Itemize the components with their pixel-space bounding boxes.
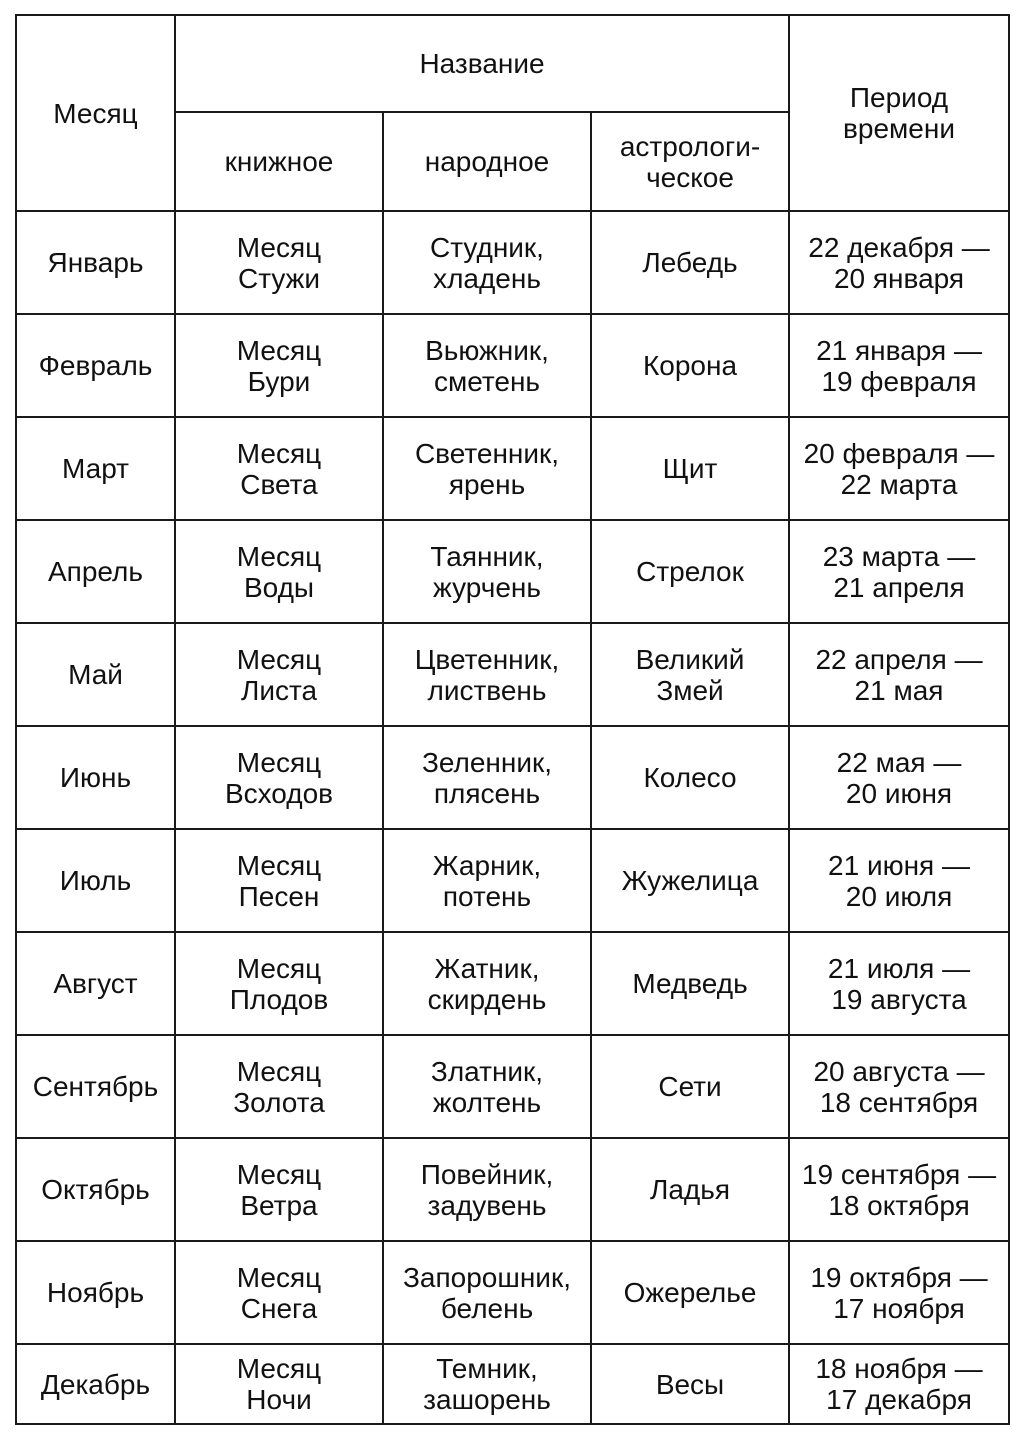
cell-folk (383, 1138, 591, 1241)
cell-folk-line: Таянник, (430, 540, 544, 572)
cell-month: Сентябрь (16, 1035, 175, 1138)
cell-period-line: 19 сентября — (801, 1158, 997, 1190)
cell-period-line: 18 октября (828, 1189, 970, 1221)
cell-astro (591, 1035, 789, 1138)
table-row (16, 1241, 1009, 1344)
cell-astro-line: Сети (658, 1071, 722, 1102)
cell-astro-line: Ладья (649, 1174, 731, 1205)
cell-period-line: 19 октября — (810, 1261, 988, 1293)
cell-period-line: 20 июня (845, 777, 953, 809)
cell-folk-line: хладень (433, 262, 541, 294)
cell-folk-line: сметень (433, 365, 541, 397)
cell-folk (383, 211, 591, 314)
cell-folk (383, 520, 591, 623)
cell-book-line: Золота (233, 1086, 325, 1118)
cell-month: Август (16, 932, 175, 1035)
cell-folk-line: Запорошник, (403, 1261, 571, 1293)
cell-period (789, 211, 1009, 314)
cell-astro (591, 417, 789, 520)
cell-period-line: 22 мая — (836, 746, 962, 778)
cell-month: Январь (16, 211, 175, 314)
cell-book (175, 1138, 383, 1241)
cell-folk-line: журчень (433, 571, 541, 603)
cell-book-line: Света (240, 468, 318, 500)
table-row (16, 1344, 1009, 1424)
cell-astro-line: Весы (655, 1368, 725, 1400)
header-name: Название (175, 15, 789, 112)
table-row (16, 520, 1009, 623)
cell-period-line: 20 июля (845, 880, 953, 912)
cell-folk (383, 726, 591, 829)
cell-month: Март (16, 417, 175, 520)
cell-period-line: 23 марта — (822, 540, 976, 572)
cell-book-line: Месяц (236, 746, 322, 778)
cell-folk-line: Жатник, (434, 952, 540, 984)
cell-month: Декабрь (16, 1344, 175, 1424)
month-names-table (15, 14, 1010, 1425)
cell-folk-line: листвень (427, 674, 547, 706)
cell-astro (591, 726, 789, 829)
cell-period (789, 1344, 1009, 1424)
cell-book-line: Месяц (236, 1353, 322, 1384)
cell-book (175, 314, 383, 417)
cell-period-line: 21 апреля (833, 571, 965, 603)
cell-astro (591, 314, 789, 417)
cell-period-line: 19 февраля (821, 365, 977, 397)
cell-folk-line: скирдень (427, 983, 547, 1015)
cell-astro-line: Лебедь (642, 247, 738, 278)
calendar-table-container (15, 14, 1008, 1425)
cell-book-line: Всходов (224, 777, 334, 809)
cell-book-line: Месяц (236, 952, 322, 984)
cell-book-line: Листа (240, 674, 318, 706)
cell-folk-line: плясень (433, 777, 541, 809)
cell-folk (383, 417, 591, 520)
cell-folk (383, 1035, 591, 1138)
cell-astro (591, 932, 789, 1035)
table-row (16, 623, 1009, 726)
cell-period-line: 21 мая (854, 674, 944, 706)
cell-book-line: Месяц (236, 1261, 322, 1293)
cell-period-line: 20 февраля — (803, 437, 995, 469)
table-row (16, 1138, 1009, 1241)
cell-period-line: 18 ноября — (815, 1353, 983, 1384)
cell-folk-line: потень (442, 880, 532, 912)
cell-month: Май (16, 623, 175, 726)
cell-book-line: Месяц (236, 334, 322, 366)
cell-astro-line: Змей (656, 674, 724, 706)
cell-book-line: Месяц (236, 849, 322, 881)
cell-folk-line: Златник, (430, 1055, 544, 1087)
cell-astro (591, 623, 789, 726)
cell-folk-line: задувень (427, 1189, 547, 1221)
cell-folk (383, 1344, 591, 1424)
cell-book (175, 1241, 383, 1344)
cell-astro-line: Щит (662, 453, 718, 484)
cell-folk-line: Студник, (430, 231, 544, 263)
cell-book-line: Месяц (236, 643, 322, 675)
cell-period (789, 1138, 1009, 1241)
cell-book (175, 623, 383, 726)
cell-astro-line: Великий (635, 643, 745, 675)
table-row (16, 314, 1009, 417)
cell-period-line: 19 августа (831, 983, 967, 1015)
cell-month: Ноябрь (16, 1241, 175, 1344)
cell-folk (383, 314, 591, 417)
cell-book (175, 932, 383, 1035)
cell-book (175, 1035, 383, 1138)
cell-period-line: 22 марта (840, 468, 958, 500)
cell-book-line: Ночи (246, 1384, 312, 1415)
cell-period (789, 726, 1009, 829)
cell-book (175, 829, 383, 932)
cell-astro (591, 1241, 789, 1344)
header-month: Месяц (16, 15, 175, 211)
cell-folk-line: Цветенник, (414, 643, 560, 675)
cell-folk-line: Светенник, (414, 437, 560, 469)
cell-book (175, 1344, 383, 1424)
cell-astro-line: Медведь (632, 968, 748, 999)
cell-book-line: Месяц (236, 1055, 322, 1087)
cell-period-line: 20 августа — (813, 1055, 985, 1087)
cell-book-line: Плодов (229, 983, 329, 1015)
cell-period (789, 932, 1009, 1035)
cell-book-line: Стужи (237, 262, 321, 294)
cell-book-line: Месяц (236, 1158, 322, 1190)
table-row (16, 211, 1009, 314)
cell-period-line: 22 декабря — (808, 231, 990, 263)
cell-month: Апрель (16, 520, 175, 623)
cell-folk (383, 932, 591, 1035)
cell-folk-line: Вьюжник, (425, 334, 549, 366)
header-folk: народное (383, 112, 591, 211)
cell-book (175, 211, 383, 314)
cell-period (789, 623, 1009, 726)
cell-period-line: 21 января — (816, 334, 982, 366)
cell-folk (383, 1241, 591, 1344)
table-row (16, 1035, 1009, 1138)
cell-period-line: 21 июня — (828, 849, 970, 881)
table-body (16, 211, 1009, 1424)
header-book: книжное (175, 112, 383, 211)
cell-folk-line: Зеленник, (421, 746, 553, 778)
cell-period (789, 1035, 1009, 1138)
cell-astro (591, 1138, 789, 1241)
cell-month: Февраль (16, 314, 175, 417)
cell-astro-line: Корона (642, 350, 738, 381)
cell-month: Октябрь (16, 1138, 175, 1241)
cell-period-line: 22 апреля — (815, 643, 983, 675)
cell-book (175, 726, 383, 829)
header-row-top (16, 15, 1009, 112)
cell-folk-line: белень (440, 1292, 534, 1324)
cell-book-line: Месяц (236, 437, 322, 469)
cell-astro (591, 520, 789, 623)
cell-book-line: Месяц (236, 540, 322, 572)
table-row (16, 932, 1009, 1035)
cell-period (789, 829, 1009, 932)
cell-folk-line: ярень (448, 468, 526, 500)
cell-astro (591, 1344, 789, 1424)
cell-folk (383, 829, 591, 932)
cell-book-line: Воды (243, 571, 315, 603)
cell-period (789, 520, 1009, 623)
cell-book (175, 520, 383, 623)
table-row (16, 417, 1009, 520)
cell-folk-line: Повейник, (420, 1158, 554, 1190)
cell-book-line: Месяц (236, 231, 322, 263)
table-row (16, 829, 1009, 932)
cell-folk-line: жолтень (432, 1086, 542, 1118)
cell-book (175, 417, 383, 520)
cell-astro (591, 829, 789, 932)
table-row (16, 726, 1009, 829)
cell-period-line: 17 ноября (833, 1292, 965, 1324)
cell-folk-line: Жарник, (432, 849, 542, 881)
header-period (789, 15, 1009, 211)
cell-folk (383, 623, 591, 726)
cell-astro-line: Колесо (643, 762, 737, 793)
cell-astro-line: Стрелок (636, 556, 744, 587)
cell-period-line: 17 декабря (826, 1384, 972, 1415)
cell-folk-line: Темник, (436, 1353, 538, 1384)
cell-period-line: 18 сентября (819, 1086, 979, 1118)
cell-period-line: 21 июля — (827, 952, 971, 984)
header-period-text: Период времени (843, 82, 955, 144)
cell-period (789, 1241, 1009, 1344)
cell-book-line: Ветра (240, 1189, 318, 1221)
cell-book-line: Бури (247, 365, 311, 397)
header-astro: астрологи- ческое (591, 112, 789, 211)
cell-book-line: Песен (238, 880, 320, 912)
cell-month: Июнь (16, 726, 175, 829)
cell-month: Июль (16, 829, 175, 932)
cell-folk-line: зашорень (423, 1384, 551, 1415)
cell-period (789, 417, 1009, 520)
cell-book-line: Снега (240, 1292, 318, 1324)
cell-astro (591, 211, 789, 314)
cell-astro-line: Ожерелье (623, 1277, 757, 1308)
cell-period (789, 314, 1009, 417)
cell-astro-line: Жужелица (621, 865, 759, 896)
cell-period-line: 20 января (833, 262, 965, 294)
